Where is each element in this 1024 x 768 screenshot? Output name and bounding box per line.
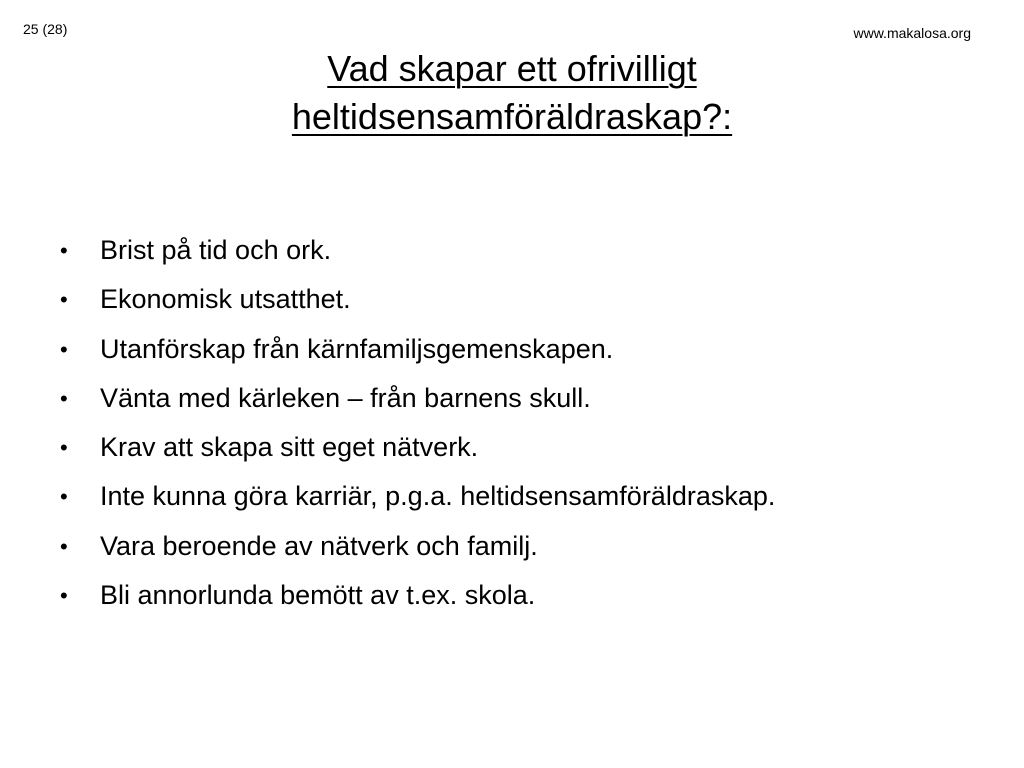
- bullet-text: Bli annorlunda bemött av t.ex. skola.: [100, 580, 536, 611]
- bullet-item: [60, 275, 980, 324]
- bullet-item: [60, 571, 980, 620]
- bullet-item: [60, 325, 980, 374]
- bullet-item: [60, 423, 980, 472]
- bullet-text: Inte kunna göra karriär, p.g.a. heltidsensamföräldraskap.: [100, 481, 776, 512]
- bullet-point-icon: •: [60, 385, 68, 411]
- bullet-point-icon: •: [60, 435, 68, 461]
- bullet-point-icon: •: [60, 484, 68, 510]
- bullet-item: [60, 522, 980, 571]
- page-counter: 25 (28): [23, 21, 68, 37]
- bullet-text: Krav att skapa sitt eget nätverk.: [100, 432, 479, 463]
- website-url: www.makalosa.org: [853, 25, 971, 41]
- bullet-text: Brist på tid och ork.: [100, 235, 332, 265]
- bullet-text: Vara beroende av nätverk och familj.: [100, 530, 538, 561]
- bullet-point-icon: •: [60, 336, 68, 362]
- bullet-item: [60, 472, 980, 521]
- bullet-point-icon: •: [60, 287, 68, 313]
- slide-title-line-1: Vad skapar ett ofrivilligt: [327, 48, 697, 89]
- bullet-text: Ekonomisk utsatthet.: [100, 284, 351, 315]
- slide-title: [112, 45, 912, 141]
- bullet-text: Vänta med kärleken – från barnens skull.: [100, 382, 591, 413]
- bullet-point-icon: •: [60, 238, 68, 263]
- bullet-list: [60, 226, 980, 620]
- bullet-point-icon: •: [60, 583, 68, 609]
- bullet-point-icon: •: [60, 533, 68, 559]
- slide-title-line-2: heltidsensamföräldraskap?:: [291, 96, 733, 137]
- bullet-item: [60, 226, 980, 275]
- bullet-text: Utanförskap från kärnfamiljsgemenskapen.: [100, 333, 614, 364]
- bullet-item: [60, 374, 980, 423]
